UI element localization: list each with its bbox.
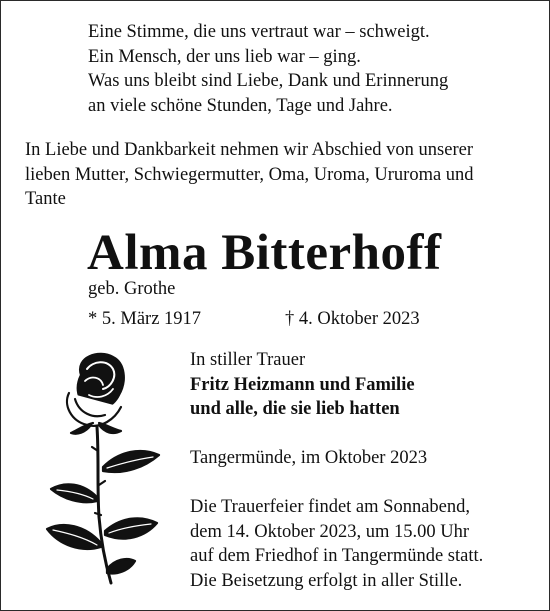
intro-text: [25, 138, 531, 212]
poem-line: Ein Mensch, der uns lieb war – ging.: [88, 46, 361, 67]
funeral-line: Die Beisetzung erfolgt in aller Stille.: [190, 570, 463, 591]
mourners-others: und alle, die sie lieb hatten: [190, 399, 400, 419]
poem-line: Eine Stimme, die uns vertraut war – schweigt.: [88, 22, 430, 42]
place-date: Tangermünde, im Oktober 2023: [190, 448, 428, 468]
maiden-name: geb. Grothe: [88, 279, 176, 299]
mourners-block: [190, 348, 483, 593]
funeral-line: dem 14. Oktober 2023, um 15.00 Uhr: [190, 521, 470, 542]
mourners-family: Fritz Heizmann und Familie: [190, 374, 415, 395]
rose-icon: [41, 347, 171, 587]
intro-line: Tante: [25, 189, 66, 209]
mourners-heading: In stiller Trauer: [190, 350, 306, 370]
intro-line: lieben Mutter, Schwiegermutter, Oma, Uroma, Ururoma und: [25, 164, 474, 185]
spacer: [190, 422, 483, 447]
funeral-line: auf dem Friedhof in Tangermünde statt.: [190, 546, 484, 566]
intro-line: In Liebe und Dankbarkeit nehmen wir Abschied von unserer: [25, 140, 473, 160]
poem-line: an viele schöne Stunden, Tage und Jahre.: [88, 95, 393, 116]
spacer: [190, 471, 483, 496]
poem: [88, 20, 448, 118]
funeral-line: Die Trauerfeier findet am Sonnabend,: [190, 497, 470, 517]
deceased-name: Alma Bitterhoff: [87, 225, 442, 281]
birth-date: * 5. März 1917: [88, 309, 202, 329]
death-date: † 4. Oktober 2023: [285, 309, 420, 329]
poem-line: Was uns bleibt sind Liebe, Dank und Erinnerung: [88, 71, 449, 91]
